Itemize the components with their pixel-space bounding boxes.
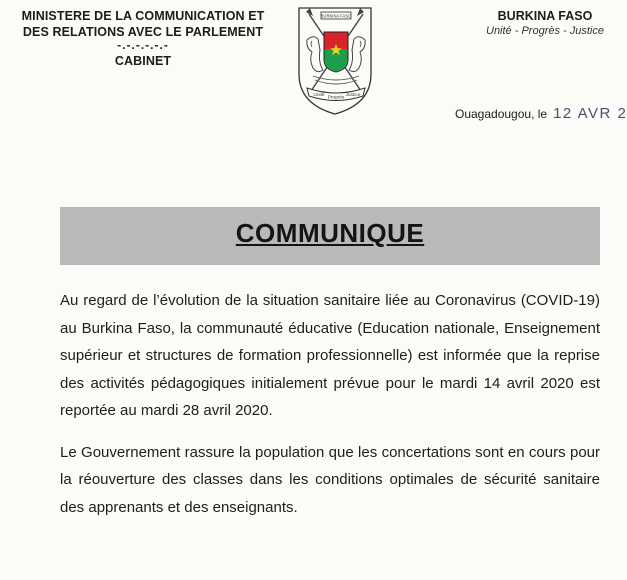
ministry-name-line-2: DES RELATIONS AVEC LE PARLEMENT	[22, 25, 264, 39]
emblem-motto-justice: Justice	[345, 93, 361, 98]
ministry-separator: -.-.-.-.-.-	[117, 38, 169, 52]
dateline	[455, 105, 627, 123]
date-stamp: 12 AVR 2	[553, 105, 627, 122]
cabinet-label: CABINET	[114, 54, 172, 68]
country-name: BURKINA FASO	[497, 9, 593, 23]
communique-body	[60, 287, 600, 535]
emblem-motto-unite: Unité	[313, 93, 325, 98]
ministry-name-line-1: MINISTERE DE LA COMMUNICATION ET	[21, 9, 265, 23]
burkina-faso-coat-of-arms-icon	[285, 4, 385, 118]
country-header	[470, 8, 620, 38]
document-title: COMMUNIQUE	[235, 218, 425, 248]
title-banner	[60, 207, 600, 265]
paragraph-postponement: Au regard de l’évolution de la situation sanitaire liée au Coronavirus (COVID-19) au Burkina Faso, la communauté éducative (Education nationale, Enseignement supérieur et structures de formation professionnelle) est informée que la reprise des activités pédagogiques initialement prévue pour le mardi 14 avril 2020 est reportée au mardi 28 avril 2020.	[60, 292, 600, 419]
paragraph-reassurance: Le Gouvernement rassure la population que les concertations sont en cours pour la réouverture des classes dans les conditions optimales de sécurité sanitaire des apprenants et des enseignants.	[60, 443, 600, 516]
emblem-motto-progres: Progrès	[327, 95, 345, 101]
national-motto: Unité - Progrès - Justice	[486, 25, 604, 37]
ministry-header	[8, 8, 278, 69]
emblem-country-text: BURKINA FASO	[320, 13, 352, 19]
date-place: Ouagadougou, le	[455, 107, 548, 121]
